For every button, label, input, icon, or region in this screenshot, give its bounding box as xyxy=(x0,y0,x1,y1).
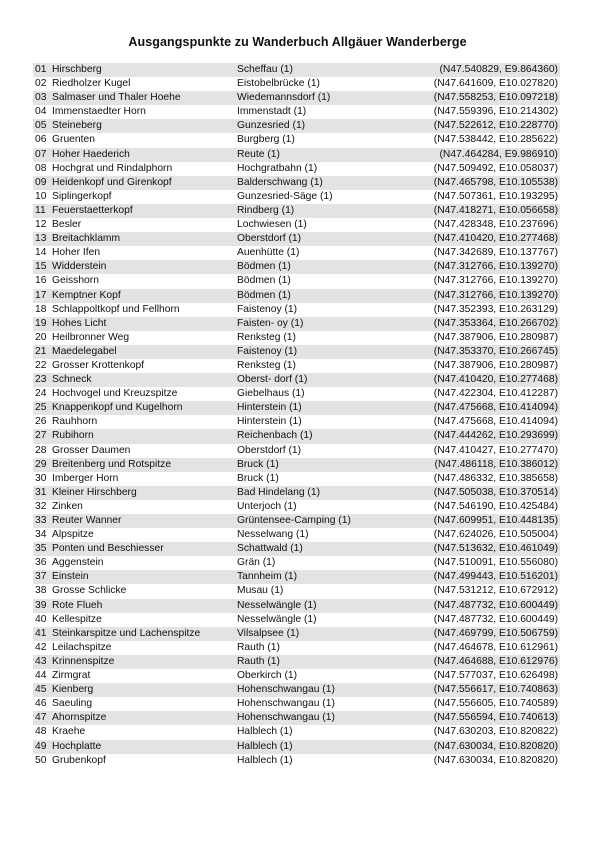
coordinates: (N47.464678, E10.612961) xyxy=(433,641,558,653)
mountain-name: Breitachklamm xyxy=(52,233,121,245)
start-location: Oberstdorf (1) xyxy=(237,444,302,456)
mountain-name: Grosser Krottenkopf xyxy=(52,359,145,371)
row-number: 06 xyxy=(35,134,47,146)
row-number: 15 xyxy=(35,261,47,273)
list-item xyxy=(33,204,560,218)
start-location: Bad Hindelang (1) xyxy=(237,486,320,498)
start-location: Halblech (1) xyxy=(237,726,293,738)
list-item xyxy=(33,740,560,754)
list-item xyxy=(33,725,560,739)
coordinates: (N47.342689, E10.137767) xyxy=(433,247,558,259)
coordinates: (N47.428348, E10.237696) xyxy=(433,219,558,231)
row-number: 05 xyxy=(35,120,47,132)
list-item xyxy=(33,627,560,641)
row-number: 26 xyxy=(35,416,47,428)
mountain-name: Hochgrat und Rindalphorn xyxy=(52,162,173,174)
coordinates: (N47.540829, E9.864360) xyxy=(439,64,558,75)
list-item xyxy=(33,331,560,345)
list-item xyxy=(33,274,560,288)
start-location: Hohenschwangau (1) xyxy=(237,698,335,710)
list-item xyxy=(33,711,560,725)
row-number: 48 xyxy=(35,726,47,738)
coordinates: (N47.410427, E10.277470) xyxy=(433,444,558,456)
mountain-name: Immenstaedter Horn xyxy=(52,106,146,118)
list-item xyxy=(33,77,560,91)
mountain-name: Siplingerkopf xyxy=(52,190,112,202)
coordinates: (N47.487732, E10.600449) xyxy=(433,599,558,611)
list-item xyxy=(33,641,560,655)
start-location: Burgberg (1) xyxy=(237,134,295,146)
mountain-name: Zinken xyxy=(52,500,83,512)
start-location: Oberstdorf (1) xyxy=(237,233,302,245)
coordinates: (N47.418271, E10.056658) xyxy=(433,204,558,216)
start-location: Nesselwängle (1) xyxy=(237,613,317,625)
list-item xyxy=(33,303,560,317)
coordinates: (N47.353370, E10.266745) xyxy=(433,345,558,357)
mountain-name: Kemptner Kopf xyxy=(52,289,121,301)
mountain-name: Heidenkopf und Girenkopf xyxy=(52,176,172,188)
coordinates: (N47.522612, E10.228770) xyxy=(433,120,558,132)
list-item xyxy=(33,613,560,627)
mountain-name: Ponten und Beschiesser xyxy=(52,543,164,555)
row-number: 19 xyxy=(35,317,47,329)
row-number: 09 xyxy=(35,176,47,188)
mountain-name: Feuerstaetterkopf xyxy=(52,204,133,216)
mountain-name: Gruenten xyxy=(52,134,95,146)
row-number: 14 xyxy=(35,247,47,259)
start-location: Faisten- oy (1) xyxy=(237,317,304,329)
list-item xyxy=(33,133,560,147)
list-item xyxy=(33,359,560,373)
row-number: 13 xyxy=(35,233,47,245)
row-number: 21 xyxy=(35,345,47,357)
mountain-name: Saeuling xyxy=(52,698,93,710)
mountain-name: Breitenberg und Rotspitze xyxy=(52,458,172,470)
coordinates: (N47.577037, E10.626498) xyxy=(433,670,558,682)
coordinates: (N47.486118, E10.386012) xyxy=(434,458,558,470)
mountain-name: Einstein xyxy=(52,571,89,583)
coordinates: (N47.556617, E10.740863) xyxy=(433,684,558,696)
row-number: 29 xyxy=(35,458,47,470)
mountain-name: Grubenkopf xyxy=(52,754,106,766)
start-location: Lochwiesen (1) xyxy=(237,219,307,231)
start-location: Bruck (1) xyxy=(237,472,279,484)
list-item xyxy=(33,119,560,133)
row-number: 50 xyxy=(35,754,47,766)
row-number: 42 xyxy=(35,641,47,653)
row-number: 03 xyxy=(35,92,47,104)
row-number: 33 xyxy=(35,515,47,526)
coordinates: (N47.387906, E10.280987) xyxy=(433,359,558,371)
row-number: 30 xyxy=(35,472,47,484)
start-location: Reichenbach (1) xyxy=(237,430,313,442)
coordinates: (N47.312766, E10.139270) xyxy=(433,275,558,287)
list-item xyxy=(33,528,560,542)
list-item xyxy=(33,472,560,486)
start-location: Eistobelbrücke (1) xyxy=(237,78,320,90)
row-number: 40 xyxy=(35,613,47,625)
list-item xyxy=(33,556,560,570)
start-location: Rauth (1) xyxy=(237,655,280,667)
row-number: 36 xyxy=(35,557,47,569)
list-item xyxy=(33,105,560,119)
row-number: 49 xyxy=(35,740,47,752)
list-item xyxy=(33,542,560,556)
row-number: 07 xyxy=(35,148,47,160)
coordinates: (N47.475668, E10.414094) xyxy=(433,402,558,414)
mountain-name: Hochplatte xyxy=(52,740,102,752)
list-item xyxy=(33,584,560,598)
coordinates: (N47.465798, E10.105538) xyxy=(433,176,558,188)
start-location: Rindberg (1) xyxy=(237,204,295,216)
start-location: Tannheim (1) xyxy=(237,571,298,583)
start-location: Hohenschwangau (1) xyxy=(237,684,335,696)
mountain-name: Knappenkopf und Kugelhorn xyxy=(52,402,183,414)
start-location: Vilsalpsee (1) xyxy=(237,627,300,639)
start-location: Renksteg (1) xyxy=(237,331,296,343)
start-location: Musau (1) xyxy=(237,585,284,597)
list-item xyxy=(33,458,560,472)
mountain-name: Hohes Licht xyxy=(52,317,107,329)
start-location: Giebelhaus (1) xyxy=(237,388,305,400)
coordinates: (N47.624026, E10.505004) xyxy=(433,529,558,541)
list-item xyxy=(33,697,560,711)
list-item xyxy=(33,514,560,528)
list-item xyxy=(33,176,560,190)
coordinates: (N47.422304, E10.412287) xyxy=(433,388,558,400)
trailhead-list xyxy=(33,63,560,768)
mountain-name: Zirmgrat xyxy=(52,670,91,682)
mountain-name: Reuter Wanner xyxy=(52,515,122,526)
row-number: 11 xyxy=(35,204,46,216)
row-number: 32 xyxy=(35,500,47,512)
mountain-name: Grosse Schlicke xyxy=(52,585,127,597)
start-location: Faistenoy (1) xyxy=(237,303,298,315)
start-location: Wiedemannsdorf (1) xyxy=(237,92,331,104)
mountain-name: Hochvogel und Kreuzspitze xyxy=(52,388,178,400)
start-location: Bödmen (1) xyxy=(237,261,291,273)
start-location: Oberkirch (1) xyxy=(237,670,298,682)
coordinates: (N47.444262, E10.293699) xyxy=(433,430,558,442)
list-item xyxy=(33,148,560,162)
mountain-name: Heilbronner Weg xyxy=(52,331,130,343)
list-item xyxy=(33,345,560,359)
coordinates: (N47.464688, E10.612976) xyxy=(433,655,558,667)
list-item xyxy=(33,754,560,768)
coordinates: (N47.630203, E10.820822) xyxy=(433,726,558,738)
start-location: Hochgratbahn (1) xyxy=(237,162,318,174)
start-location: Oberst- dorf (1) xyxy=(237,374,308,386)
mountain-name: Grosser Daumen xyxy=(52,444,131,456)
coordinates: (N47.410420, E10.277468) xyxy=(433,233,558,245)
coordinates: (N47.609951, E10.448135) xyxy=(433,515,558,526)
row-number: 17 xyxy=(35,289,47,301)
coordinates: (N47.312766, E10.139270) xyxy=(433,261,558,273)
coordinates: (N47.352393, E10.263129) xyxy=(433,303,558,315)
start-location: Hinterstein (1) xyxy=(237,402,302,414)
coordinates: (N47.507361, E10.193295) xyxy=(433,190,558,202)
mountain-name: Leilachspitze xyxy=(52,641,112,653)
start-location: Schattwald (1) xyxy=(237,543,303,555)
list-item xyxy=(33,655,560,669)
row-number: 45 xyxy=(35,684,47,696)
mountain-name: Salmaser und Thaler Hoehe xyxy=(52,92,181,104)
start-location: Auenhütte (1) xyxy=(237,247,300,259)
row-number: 24 xyxy=(35,388,47,400)
coordinates: (N47.556605, E10.740589) xyxy=(433,698,558,710)
coordinates: (N47.410420, E10.277468) xyxy=(433,374,558,386)
coordinates: (N47.509492, E10.058037) xyxy=(433,162,558,174)
row-number: 18 xyxy=(35,303,47,315)
start-location: Halblech (1) xyxy=(237,754,293,766)
mountain-name: Rauhhorn xyxy=(52,416,98,428)
mountain-name: Hirschberg xyxy=(52,64,102,75)
mountain-name: Kraehe xyxy=(52,726,86,738)
coordinates: (N47.510091, E10.556080) xyxy=(433,557,558,569)
coordinates: (N47.487732, E10.600449) xyxy=(433,613,558,625)
list-item xyxy=(33,486,560,500)
list-item xyxy=(33,500,560,514)
row-number: 28 xyxy=(35,444,47,456)
row-number: 34 xyxy=(35,529,47,541)
list-item xyxy=(33,190,560,204)
row-number: 39 xyxy=(35,599,47,611)
list-item xyxy=(33,162,560,176)
list-item xyxy=(33,444,560,458)
mountain-name: Widderstein xyxy=(52,261,107,273)
start-location: Gunzesried-Säge (1) xyxy=(237,190,333,202)
row-number: 25 xyxy=(35,402,47,414)
mountain-name: Riedholzer Kugel xyxy=(52,78,131,90)
coordinates: (N47.464284, E9.986910) xyxy=(439,148,558,160)
start-location: Nesselwang (1) xyxy=(237,529,309,541)
coordinates: (N47.641609, E10.027820) xyxy=(433,78,558,90)
list-item xyxy=(33,373,560,387)
coordinates: (N47.312766, E10.139270) xyxy=(433,289,558,301)
coordinates: (N47.475668, E10.414094) xyxy=(433,416,558,428)
start-location: Nesselwängle (1) xyxy=(237,599,317,611)
start-location: Renksteg (1) xyxy=(237,359,296,371)
coordinates: (N47.538442, E10.285622) xyxy=(433,134,558,146)
row-number: 23 xyxy=(35,374,47,386)
row-number: 12 xyxy=(35,219,47,231)
start-location: Balderschwang (1) xyxy=(237,176,323,188)
start-location: Faistenoy (1) xyxy=(237,345,298,357)
mountain-name: Ahornspitze xyxy=(52,712,107,724)
mountain-name: Steinkarspitze und Lachenspitze xyxy=(52,627,201,639)
row-number: 41 xyxy=(35,627,47,639)
row-number: 16 xyxy=(35,275,47,287)
coordinates: (N47.531212, E10.672912) xyxy=(433,585,558,597)
list-item xyxy=(33,429,560,443)
mountain-name: Rubihorn xyxy=(52,430,94,442)
start-location: Hinterstein (1) xyxy=(237,416,302,428)
row-number: 22 xyxy=(35,359,47,371)
mountain-name: Kellespitze xyxy=(52,613,102,625)
mountain-name: Geisshorn xyxy=(52,275,99,287)
mountain-name: Schlappoltkopf und Fellhorn xyxy=(52,303,180,315)
start-location: Gunzesried (1) xyxy=(237,120,306,132)
mountain-name: Imberger Horn xyxy=(52,472,119,484)
list-item xyxy=(33,415,560,429)
row-number: 01 xyxy=(35,64,47,75)
coordinates: (N47.499443, E10.516201) xyxy=(433,571,558,583)
row-number: 08 xyxy=(35,162,47,174)
start-location: Bruck (1) xyxy=(237,458,279,470)
list-item xyxy=(33,91,560,105)
coordinates: (N47.630034, E10.820820) xyxy=(433,754,558,766)
row-number: 47 xyxy=(35,712,47,724)
mountain-name: Krinnenspitze xyxy=(52,655,115,667)
list-item xyxy=(33,599,560,613)
coordinates: (N47.513632, E10.461049) xyxy=(433,543,558,555)
mountain-name: Aggenstein xyxy=(52,557,104,569)
start-location: Grän (1) xyxy=(237,557,276,569)
coordinates: (N47.559396, E10.214302) xyxy=(433,106,558,118)
row-number: 35 xyxy=(35,543,47,555)
coordinates: (N47.387906, E10.280987) xyxy=(433,331,558,343)
mountain-name: Hoher Haederich xyxy=(52,148,130,160)
start-location: Grüntensee-Camping (1) xyxy=(237,515,351,526)
list-item xyxy=(33,218,560,232)
coordinates: (N47.505038, E10.370514) xyxy=(433,486,558,498)
row-number: 46 xyxy=(35,698,47,710)
start-location: Bödmen (1) xyxy=(237,289,291,301)
coordinates: (N47.630034, E10.820820) xyxy=(433,740,558,752)
start-location: Bödmen (1) xyxy=(237,275,291,287)
row-number: 44 xyxy=(35,670,47,682)
list-item xyxy=(33,317,560,331)
row-number: 38 xyxy=(35,585,47,597)
list-item xyxy=(33,232,560,246)
list-item xyxy=(33,246,560,260)
mountain-name: Alpspitze xyxy=(52,529,94,541)
start-location: Halblech (1) xyxy=(237,740,293,752)
coordinates: (N47.486332, E10.385658) xyxy=(433,472,558,484)
mountain-name: Besler xyxy=(52,219,82,231)
coordinates: (N47.469799, E10.506759) xyxy=(433,627,558,639)
list-item xyxy=(33,387,560,401)
list-item xyxy=(33,260,560,274)
mountain-name: Maedelegabel xyxy=(52,345,117,357)
coordinates: (N47.556594, E10.740613) xyxy=(433,712,558,724)
start-location: Scheffau (1) xyxy=(237,64,293,75)
mountain-name: Schneck xyxy=(52,374,92,386)
mountain-name: Hoher Ifen xyxy=(52,247,101,259)
start-location: Unterjoch (1) xyxy=(237,500,297,512)
list-item xyxy=(33,401,560,415)
row-number: 27 xyxy=(35,430,47,442)
page-title: Ausgangspunkte zu Wanderbuch Allgäuer Wanderberge xyxy=(128,35,467,49)
coordinates: (N47.546190, E10.425484) xyxy=(433,500,558,512)
start-location: Hohenschwangau (1) xyxy=(237,712,335,724)
row-number: 02 xyxy=(35,78,47,90)
mountain-name: Kienberg xyxy=(52,684,94,696)
list-item xyxy=(33,570,560,584)
list-item xyxy=(33,683,560,697)
list-item xyxy=(33,63,560,77)
row-number: 20 xyxy=(35,331,47,343)
start-location: Rauth (1) xyxy=(237,641,280,653)
coordinates: (N47.558253, E10.097218) xyxy=(433,92,558,104)
row-number: 43 xyxy=(35,655,47,667)
mountain-name: Kleiner Hirschberg xyxy=(52,486,137,498)
mountain-name: Steineberg xyxy=(52,120,102,132)
coordinates: (N47.353364, E10.266702) xyxy=(433,317,558,329)
list-item xyxy=(33,669,560,683)
start-location: Reute (1) xyxy=(237,148,280,160)
row-number: 31 xyxy=(35,486,47,498)
mountain-name: Rote Flueh xyxy=(52,599,103,611)
row-number: 37 xyxy=(35,571,47,583)
start-location: Immenstadt (1) xyxy=(237,106,307,118)
list-item xyxy=(33,289,560,303)
row-number: 04 xyxy=(35,106,47,118)
row-number: 10 xyxy=(35,190,47,202)
